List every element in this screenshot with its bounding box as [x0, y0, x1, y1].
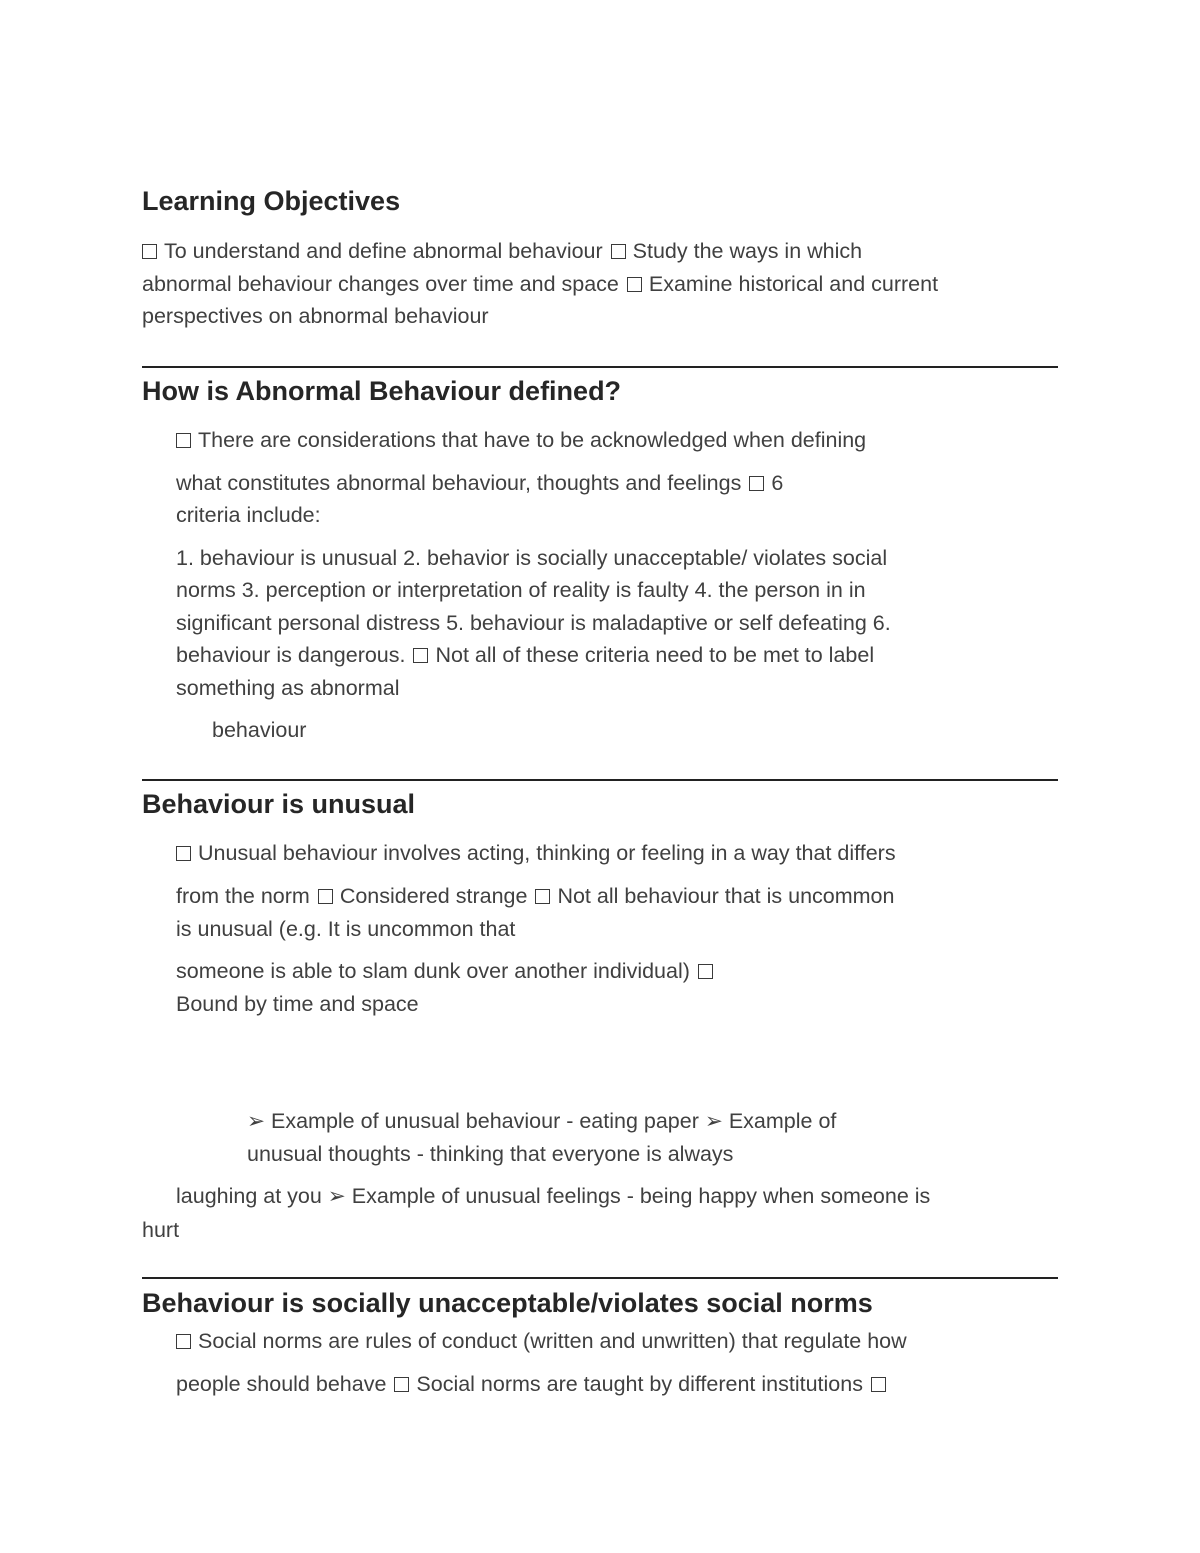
social-line-2 [176, 1368, 893, 1401]
criteria-text: Not all of these criteria need to be met to label [435, 643, 875, 667]
objective-text: perspectives on abnormal behaviour [142, 304, 489, 328]
definition-line-2 [176, 467, 783, 500]
checkbox-icon [176, 433, 191, 448]
criteria-line-2 [176, 574, 866, 607]
objective-text: Study the ways in which [632, 239, 863, 263]
heading-definition: How is Abnormal Behaviour defined? [142, 376, 622, 406]
objectives-line-3 [142, 300, 489, 333]
checkbox-icon [535, 889, 550, 904]
objective-text: Examine historical and current [648, 272, 939, 296]
example-text: laughing at you ➢ Example of unusual feelings - being happy when someone is [176, 1184, 931, 1208]
definition-text: behaviour [212, 718, 307, 742]
unusual-text: Bound by time and space [176, 992, 419, 1016]
unusual-line-2 [176, 880, 894, 913]
criteria-text: something as abnormal [176, 676, 400, 700]
definition-line-1 [176, 424, 866, 457]
definition-line-3 [176, 499, 321, 532]
unusual-line-5 [176, 988, 419, 1021]
section-divider [142, 1277, 1058, 1279]
unusual-text: someone is able to slam dunk over another individual) [176, 959, 690, 983]
social-text: Social norms are taught by different institutions [416, 1372, 863, 1396]
criteria-text: 1. behaviour is unusual 2. behavior is socially unacceptable/ violates social [176, 546, 888, 570]
heading-unusual: Behaviour is unusual [142, 789, 416, 819]
definition-trailing-line [212, 714, 306, 747]
example-line-4 [142, 1214, 179, 1247]
section-divider [142, 366, 1058, 368]
heading-learning-objectives: Learning Objectives [142, 186, 401, 216]
checkbox-icon [749, 476, 764, 491]
example-line-3 [176, 1180, 930, 1213]
definition-text: what constitutes abnormal behaviour, thoughts and feelings [176, 471, 742, 495]
definition-text: criteria include: [176, 503, 321, 527]
heading-social-norms: Behaviour is socially unacceptable/violates social norms [142, 1288, 873, 1318]
objective-text: To understand and define abnormal behaviour [164, 239, 603, 263]
example-line-1 [247, 1105, 836, 1138]
objectives-line-2 [142, 268, 938, 301]
example-text: unusual thoughts - thinking that everyone is always [247, 1142, 734, 1166]
objectives-line-1 [142, 235, 862, 268]
criteria-line-4 [176, 639, 874, 672]
social-line-1 [176, 1325, 907, 1358]
unusual-text: Not all behaviour that is uncommon [557, 884, 895, 908]
criteria-text: significant personal distress 5. behaviour is maladaptive or self defeating 6. [176, 611, 891, 635]
example-line-2 [247, 1138, 733, 1171]
unusual-text: from the norm [176, 884, 310, 908]
criteria-line-3 [176, 607, 891, 640]
checkbox-icon [871, 1377, 886, 1392]
unusual-line-4 [176, 955, 720, 988]
checkbox-icon [413, 648, 428, 663]
criteria-line-1 [176, 542, 887, 575]
criteria-text: norms 3. perception or interpretation of reality is faulty 4. the person in in [176, 578, 866, 602]
unusual-text: Unusual behaviour involves acting, thinking or feeling in a way that differs [198, 841, 896, 865]
checkbox-icon [318, 889, 333, 904]
definition-text: There are considerations that have to be acknowledged when defining [198, 428, 867, 452]
section-divider [142, 779, 1058, 781]
checkbox-icon [176, 1334, 191, 1349]
definition-text: 6 [771, 471, 784, 495]
objective-text: abnormal behaviour changes over time and space [142, 272, 619, 296]
criteria-line-5 [176, 672, 399, 705]
example-text: ➢ Example of unusual behaviour - eating paper ➢ Example of [247, 1109, 837, 1133]
unusual-text: Considered strange [339, 884, 528, 908]
checkbox-icon [176, 846, 191, 861]
checkbox-icon [611, 244, 626, 259]
unusual-text: is unusual (e.g. It is uncommon that [176, 917, 516, 941]
criteria-text: behaviour is dangerous. [176, 643, 406, 667]
checkbox-icon [627, 277, 642, 292]
unusual-line-3 [176, 913, 515, 946]
checkbox-icon [698, 964, 713, 979]
checkbox-icon [394, 1377, 409, 1392]
social-text: people should behave [176, 1372, 387, 1396]
example-text: hurt [142, 1218, 180, 1242]
unusual-line-1 [176, 837, 896, 870]
checkbox-icon [142, 244, 157, 259]
social-text: Social norms are rules of conduct (written and unwritten) that regulate how [198, 1329, 907, 1353]
